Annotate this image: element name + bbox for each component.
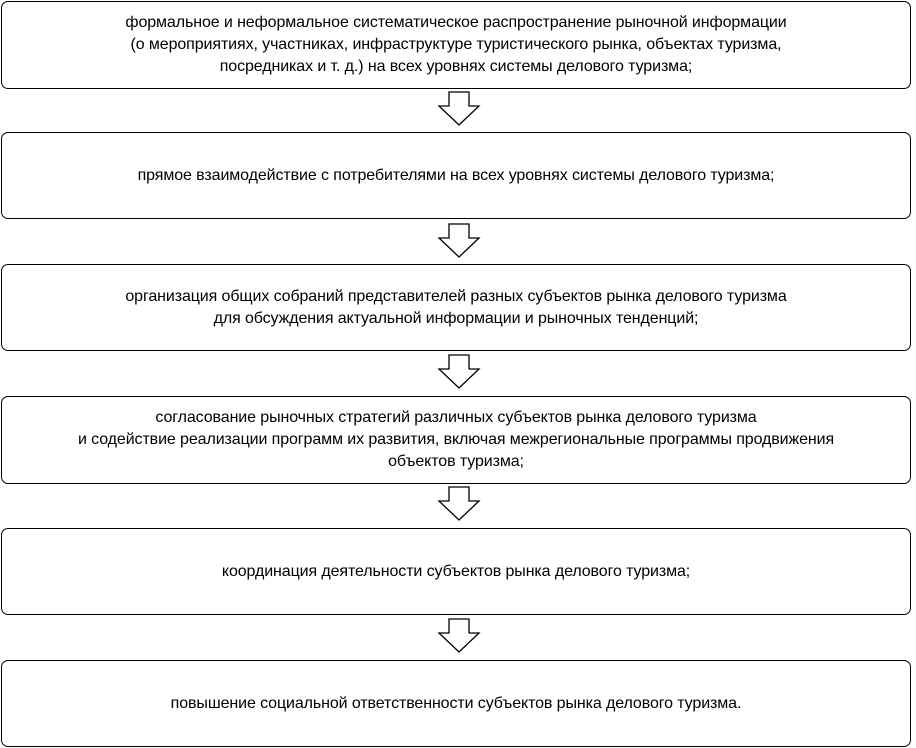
step-text-1: формальное и неформальное систематическое распространение рыночной информации (о мероприятиях, участниках, инфраструктуре туристического рынка, объектах туризма, посредниках и т. д.) на всех уровнях системы делового туризма; <box>125 14 787 75</box>
step-box-6 <box>1 660 911 747</box>
step-text-6: повышение социальной ответственности субъектов рынка делового туризма. <box>170 694 742 712</box>
down-arrow-icon <box>437 486 481 522</box>
step-box-5 <box>1 528 911 615</box>
step-box-2 <box>1 132 911 219</box>
step-box-3 <box>1 264 911 351</box>
down-arrow-icon <box>437 223 481 259</box>
step-box-4 <box>1 396 911 484</box>
down-arrow-icon <box>437 354 481 390</box>
step-text-2: прямое взаимодействие с потребителями на всех уровнях системы делового туризма; <box>137 166 775 184</box>
step-box-1 <box>1 1 911 89</box>
down-arrow-icon <box>437 618 481 654</box>
step-text-3: организация общих собраний представителей разных субъектов рынка делового туризма для обсуждения актуальной информации и рыночных тенденций; <box>125 287 787 327</box>
down-arrow-icon <box>437 91 481 127</box>
step-text-4: согласование рыночных стратегий различных субъектов рынка делового туризма и содействие реализации программ их развития, включая межрегиональные программы продвижения объектов туризма; <box>77 409 835 470</box>
step-text-5: координация деятельности субъектов рынка делового туризма; <box>221 562 691 580</box>
